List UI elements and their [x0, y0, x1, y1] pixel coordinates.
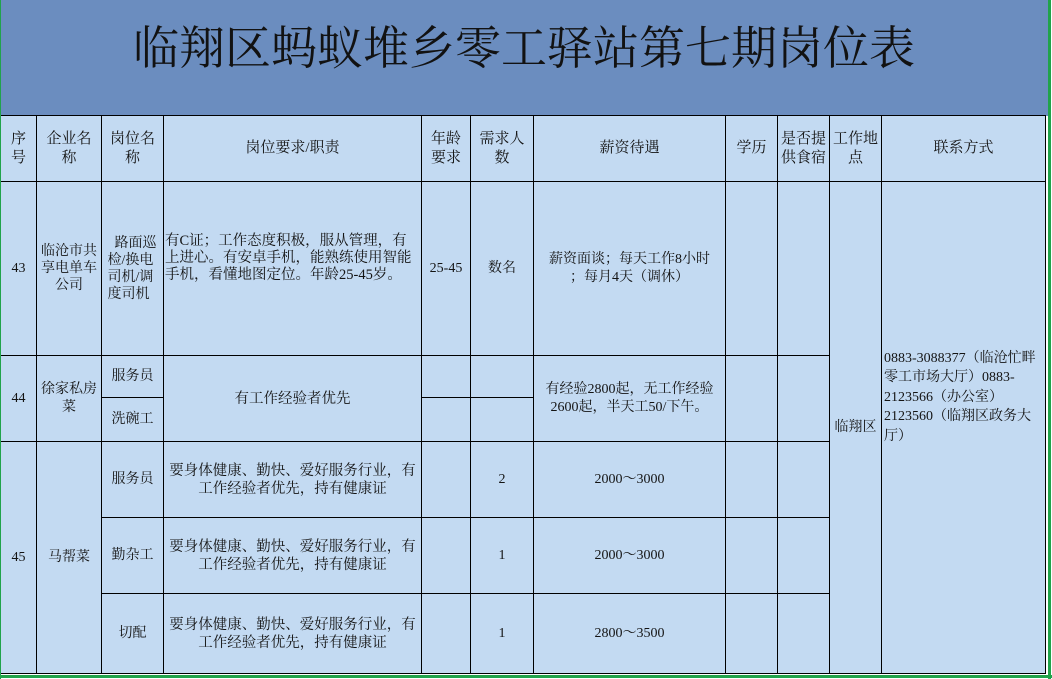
- job-45-seq: 45: [0, 441, 37, 674]
- job-44-requirements: 有工作经验者优先: [163, 355, 422, 442]
- page-title: 临翔区蚂蚁堆乡零工驿站第七期岗位表: [133, 21, 915, 75]
- job-43-education: [725, 181, 778, 356]
- header-company-label: 企业名称: [46, 130, 92, 166]
- job-45-position-3: 切配: [101, 593, 164, 674]
- location-cell: 临翔区: [829, 181, 882, 674]
- job-43-board: [777, 181, 830, 356]
- title-band: [0, 0, 1048, 116]
- job-45-age-1: [421, 441, 471, 518]
- job-45-age-3: [421, 593, 471, 674]
- job-45-count-2: 1: [470, 517, 534, 594]
- job-44-position-2: 洗碗工: [101, 397, 164, 442]
- job-45-education-3: [725, 593, 778, 674]
- job-43-position: [101, 181, 164, 356]
- job-43-age: 25-45: [421, 181, 471, 356]
- job-43-count: 数名: [470, 181, 534, 356]
- job-45-requirements-3: 要身体健康、勤快、爱好服务行业，有工作经验者优先，持有健康证: [163, 593, 422, 674]
- job-45-requirements-2: 要身体健康、勤快、爱好服务行业，有工作经验者优先，持有健康证: [163, 517, 422, 594]
- job-45-salary-3: 2800～3500: [533, 593, 726, 674]
- job-45-board-3: [777, 593, 830, 674]
- header-board-label: 是否提供食宿: [781, 130, 827, 166]
- header-board: [777, 115, 830, 182]
- sheet-border-left: [0, 0, 1, 679]
- sheet-border-right: [1048, 0, 1051, 679]
- job-44-count-2: [470, 397, 534, 442]
- job-45-board-2: [777, 517, 830, 594]
- header-company: [36, 115, 102, 182]
- job-44-company: 徐家私房菜: [36, 355, 102, 442]
- job-43-position-label: 路面巡检/换电司机/调度司机: [107, 235, 157, 302]
- job-45-position-1: 服务员: [101, 441, 164, 518]
- header-requirements: 岗位要求/职责: [163, 115, 422, 182]
- job-45-age-2: [421, 517, 471, 594]
- job-45-salary-2: 2000～3000: [533, 517, 726, 594]
- header-count: [470, 115, 534, 182]
- job-44-salary: [533, 355, 726, 442]
- header-education: 学历: [725, 115, 778, 182]
- header-position: [101, 115, 164, 182]
- job-44-seq: 44: [0, 355, 37, 442]
- header-location-label: 工作地点: [833, 130, 879, 166]
- job-43-company: 临沧市共享电单车公司: [36, 181, 102, 356]
- job-45-company: 马帮菜: [36, 441, 102, 674]
- job-44-board: [777, 355, 830, 442]
- job-45-salary-1: 2000～3000: [533, 441, 726, 518]
- job-45-education-2: [725, 517, 778, 594]
- header-location: [829, 115, 882, 182]
- header-seq: 序号: [0, 115, 37, 182]
- header-salary: 薪资待遇: [533, 115, 726, 182]
- job-45-requirements-1: 要身体健康、勤快、爱好服务行业，有工作经验者优先，持有健康证: [163, 441, 422, 518]
- job-43-salary-label: 薪资面谈；每天工作8小时；每月4天（调休）: [549, 251, 710, 285]
- job-43-seq: 43: [0, 181, 37, 356]
- header-count-label: 需求人数: [479, 130, 525, 166]
- job-44-count-1: [470, 355, 534, 398]
- job-45-position-2: 勤杂工: [101, 517, 164, 594]
- job-44-age-1: [421, 355, 471, 398]
- job-45-count-3: 1: [470, 593, 534, 674]
- job-45-count-1: 2: [470, 441, 534, 518]
- contact-cell: 0883-3088377（临沧忙畔零工市场大厅）0883-2123566（办公室）2123560（临翔区政务大厅）: [881, 181, 1046, 674]
- job-43-salary: [533, 181, 726, 356]
- sheet-border-bottom: [0, 675, 1052, 678]
- job-44-age-2: [421, 397, 471, 442]
- header-position-label: 岗位名称: [109, 130, 155, 166]
- job-45-board-1: [777, 441, 830, 518]
- header-age-label: 年龄要求: [430, 130, 461, 166]
- job-44-position-1: 服务员: [101, 355, 164, 398]
- job-44-salary-label: 有经验2800起，无工作经验2600起，半天工50/下午。: [545, 381, 714, 415]
- header-contact: 联系方式: [881, 115, 1046, 182]
- job-44-education: [725, 355, 778, 442]
- job-43-requirements: 有C证；工作态度积极，服从管理，有上进心。有安卓手机，能熟练使用智能手机，看懂地图定位。年龄25-45岁。: [163, 181, 422, 356]
- header-age: [421, 115, 471, 182]
- job-45-education-1: [725, 441, 778, 518]
